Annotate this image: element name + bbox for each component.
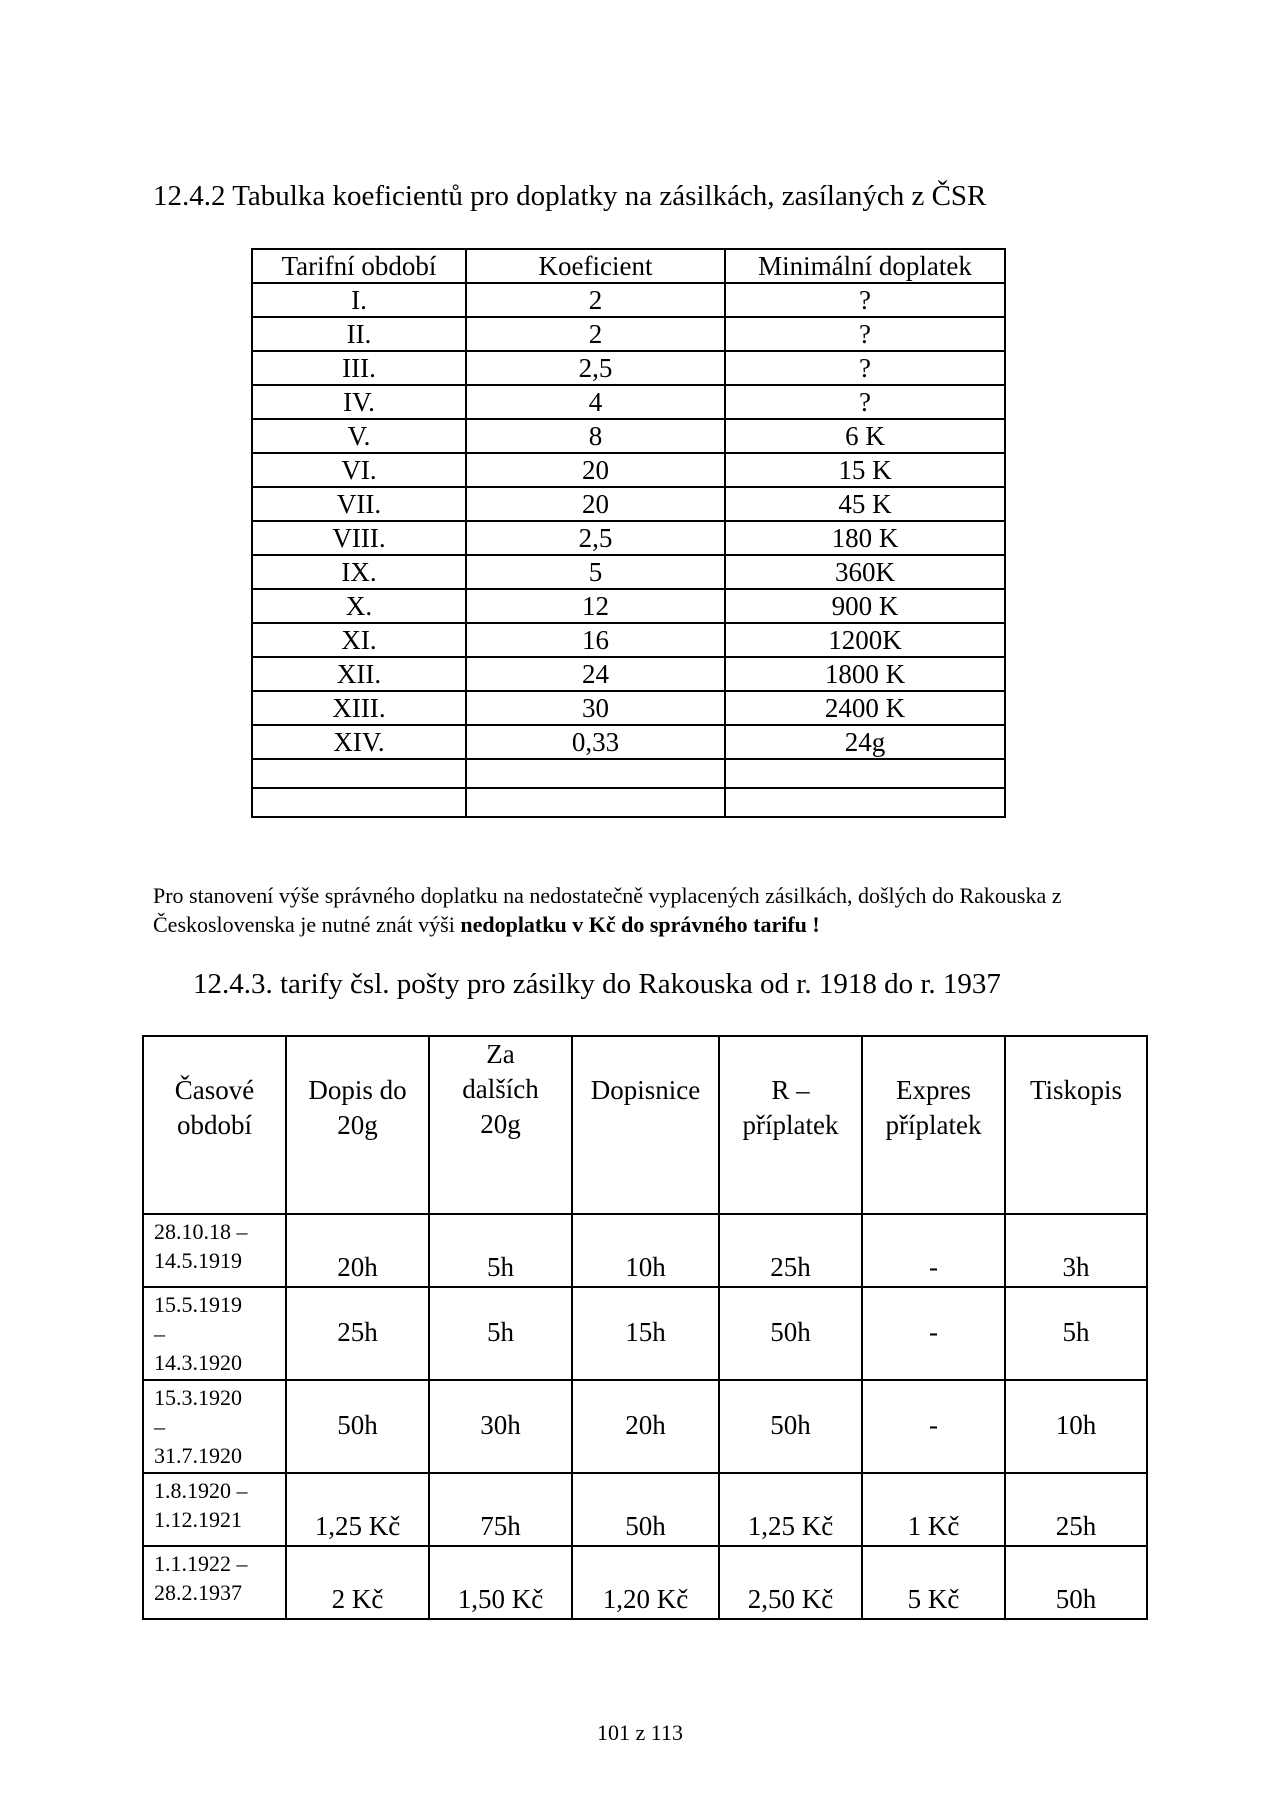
period-cell xyxy=(143,1473,286,1546)
table-cell: 20 xyxy=(466,487,725,521)
table-cell: 900 K xyxy=(725,589,1005,623)
table-header-row xyxy=(252,249,1005,283)
table-cell: 4 xyxy=(466,385,725,419)
table-cell: XI. xyxy=(252,623,466,657)
period-cell xyxy=(143,1380,286,1473)
column-header-line: dalších xyxy=(462,1074,539,1104)
table-cell: 45 K xyxy=(725,487,1005,521)
column-header xyxy=(143,1036,286,1214)
table-cell: 360K xyxy=(725,555,1005,589)
table-row xyxy=(252,283,1005,317)
table-cell: ? xyxy=(725,351,1005,385)
table-cell: - xyxy=(862,1214,1005,1287)
table-cell: 3h xyxy=(1005,1214,1147,1287)
table-row xyxy=(252,487,1005,521)
table-cell: 2,5 xyxy=(466,521,725,555)
column-header xyxy=(719,1036,862,1214)
paragraph-text: Pro stanovení výše správného doplatku na nedostatečně vyplacených zásilkách, došlých do Rakouska z Československa je nutné znát výši xyxy=(153,883,1062,937)
table-cell: 5h xyxy=(1005,1287,1147,1380)
table-cell: 1,50 Kč xyxy=(429,1546,572,1619)
tariff-table xyxy=(142,1035,1148,1620)
column-header-line: Tiskopis xyxy=(1029,1075,1123,1105)
empty-cell xyxy=(725,759,1005,788)
period-line: 1.12.1921 xyxy=(154,1507,242,1532)
column-header: Tarifní období xyxy=(252,249,466,283)
period-line: 1.1.1922 – xyxy=(154,1551,248,1576)
table-cell: 10h xyxy=(572,1214,719,1287)
period-line: 14.5.1919 xyxy=(154,1248,242,1273)
column-header-line: příplatek xyxy=(885,1110,982,1140)
period-cell xyxy=(143,1546,286,1619)
paragraph-bold-text: nedoplatku v Kč do správného tarifu ! xyxy=(460,912,820,937)
table-cell: 25h xyxy=(719,1214,862,1287)
table-cell: 20h xyxy=(286,1214,429,1287)
empty-cell xyxy=(466,788,725,817)
table-cell: 5h xyxy=(429,1287,572,1380)
table-row xyxy=(252,521,1005,555)
column-header-line: 20g xyxy=(337,1110,378,1140)
table-cell: 5 Kč xyxy=(862,1546,1005,1619)
column-header: Minimální doplatek xyxy=(725,249,1005,283)
column-header xyxy=(286,1036,429,1214)
table-cell: III. xyxy=(252,351,466,385)
table-cell: V. xyxy=(252,419,466,453)
table-cell: 15 K xyxy=(725,453,1005,487)
table-cell: 24g xyxy=(725,725,1005,759)
table-cell: XIII. xyxy=(252,691,466,725)
table-cell: 50h xyxy=(719,1380,862,1473)
table-cell: ? xyxy=(725,317,1005,351)
table-cell: 16 xyxy=(466,623,725,657)
table-cell: VIII. xyxy=(252,521,466,555)
table-cell: 25h xyxy=(286,1287,429,1380)
table-cell: IV. xyxy=(252,385,466,419)
column-header-line: Dopis do xyxy=(308,1075,407,1105)
page-number: 101 z 113 xyxy=(597,1720,683,1745)
table-cell: 20h xyxy=(572,1380,719,1473)
column-header-line: Za xyxy=(486,1039,515,1069)
table-cell: - xyxy=(862,1380,1005,1473)
coefficient-table xyxy=(251,248,1006,818)
table-row xyxy=(252,589,1005,623)
table-row xyxy=(252,351,1005,385)
table-cell: - xyxy=(862,1287,1005,1380)
table-row xyxy=(252,623,1005,657)
empty-table-row xyxy=(252,759,1005,788)
table-row xyxy=(252,317,1005,351)
table-cell: 50h xyxy=(286,1380,429,1473)
table-header-row xyxy=(143,1036,1147,1214)
column-header-line: R – xyxy=(771,1075,810,1105)
table-row xyxy=(252,725,1005,759)
period-line: 31.7.1920 xyxy=(154,1443,242,1468)
section-heading-coefficients: 12.4.2 Tabulka koeficientů pro doplatky na zásilkách, zasílaných z ČSR xyxy=(153,180,987,212)
table-cell: 50h xyxy=(719,1287,862,1380)
column-header-line: Dopisnice xyxy=(590,1075,701,1105)
table-row xyxy=(252,453,1005,487)
table-cell: X. xyxy=(252,589,466,623)
period-line: 15.5.1919 xyxy=(154,1292,242,1317)
table-cell: 2 Kč xyxy=(286,1546,429,1619)
table-cell: ? xyxy=(725,385,1005,419)
table-cell: 15h xyxy=(572,1287,719,1380)
table-row xyxy=(252,657,1005,691)
table-cell: 2 xyxy=(466,283,725,317)
period-cell xyxy=(143,1287,286,1380)
table-cell: VII. xyxy=(252,487,466,521)
empty-cell xyxy=(466,759,725,788)
period-line: 28.10.18 – xyxy=(154,1219,248,1244)
table-row xyxy=(143,1214,1147,1287)
table-cell: 1,25 Kč xyxy=(719,1473,862,1546)
column-header xyxy=(429,1036,572,1214)
table-cell: II. xyxy=(252,317,466,351)
table-cell: 50h xyxy=(1005,1546,1147,1619)
table-cell: 50h xyxy=(572,1473,719,1546)
table-cell: 1200K xyxy=(725,623,1005,657)
table-cell: XII. xyxy=(252,657,466,691)
table-cell: 180 K xyxy=(725,521,1005,555)
table-cell: XIV. xyxy=(252,725,466,759)
table-cell: 5 xyxy=(466,555,725,589)
table-cell: 8 xyxy=(466,419,725,453)
table-row xyxy=(252,555,1005,589)
column-header: Koeficient xyxy=(466,249,725,283)
column-header-line: příplatek xyxy=(742,1110,839,1140)
table-cell: 20 xyxy=(466,453,725,487)
table-cell: 1800 K xyxy=(725,657,1005,691)
table-cell: 2,50 Kč xyxy=(719,1546,862,1619)
table-cell: 30h xyxy=(429,1380,572,1473)
period-line: – xyxy=(154,1414,165,1439)
table-cell: 1,20 Kč xyxy=(572,1546,719,1619)
table-cell: 2400 K xyxy=(725,691,1005,725)
column-header-line: 20g xyxy=(480,1109,521,1139)
empty-cell xyxy=(252,759,466,788)
empty-table-row xyxy=(252,788,1005,817)
table-cell: VI. xyxy=(252,453,466,487)
table-row xyxy=(252,419,1005,453)
table-cell: 10h xyxy=(1005,1380,1147,1473)
table-row xyxy=(143,1546,1147,1619)
table-row xyxy=(143,1380,1147,1473)
table-cell: 12 xyxy=(466,589,725,623)
column-header xyxy=(862,1036,1005,1214)
table-cell: 6 K xyxy=(725,419,1005,453)
table-cell: 5h xyxy=(429,1214,572,1287)
period-line: 1.8.1920 – xyxy=(154,1478,248,1503)
empty-cell xyxy=(725,788,1005,817)
period-line: 15.3.1920 xyxy=(154,1385,242,1410)
empty-cell xyxy=(252,788,466,817)
table-cell: 2,5 xyxy=(466,351,725,385)
column-header-line: období xyxy=(176,1110,252,1140)
table-row xyxy=(143,1287,1147,1380)
period-line: – xyxy=(154,1321,165,1346)
table-row xyxy=(252,691,1005,725)
table-row xyxy=(252,385,1005,419)
column-header xyxy=(572,1036,719,1214)
table-cell: 25h xyxy=(1005,1473,1147,1546)
table-row xyxy=(143,1473,1147,1546)
table-cell: 2 xyxy=(466,317,725,351)
column-header-line: Časové xyxy=(174,1075,255,1105)
table-cell: 75h xyxy=(429,1473,572,1546)
table-cell: 0,33 xyxy=(466,725,725,759)
table-cell: ? xyxy=(725,283,1005,317)
column-header-line: Expres xyxy=(896,1075,971,1105)
period-cell xyxy=(143,1214,286,1287)
table-cell: I. xyxy=(252,283,466,317)
table-cell: IX. xyxy=(252,555,466,589)
explanatory-paragraph xyxy=(153,881,1133,939)
table-cell: 1 Kč xyxy=(862,1473,1005,1546)
table-cell: 1,25 Kč xyxy=(286,1473,429,1546)
section-heading-tariffs: 12.4.3. tarify čsl. pošty pro zásilky do Rakouska od r. 1918 do r. 1937 xyxy=(193,968,1001,1000)
column-header xyxy=(1005,1036,1147,1214)
period-line: 14.3.1920 xyxy=(154,1350,242,1375)
table-cell: 24 xyxy=(466,657,725,691)
table-cell: 30 xyxy=(466,691,725,725)
period-line: 28.2.1937 xyxy=(154,1580,242,1605)
